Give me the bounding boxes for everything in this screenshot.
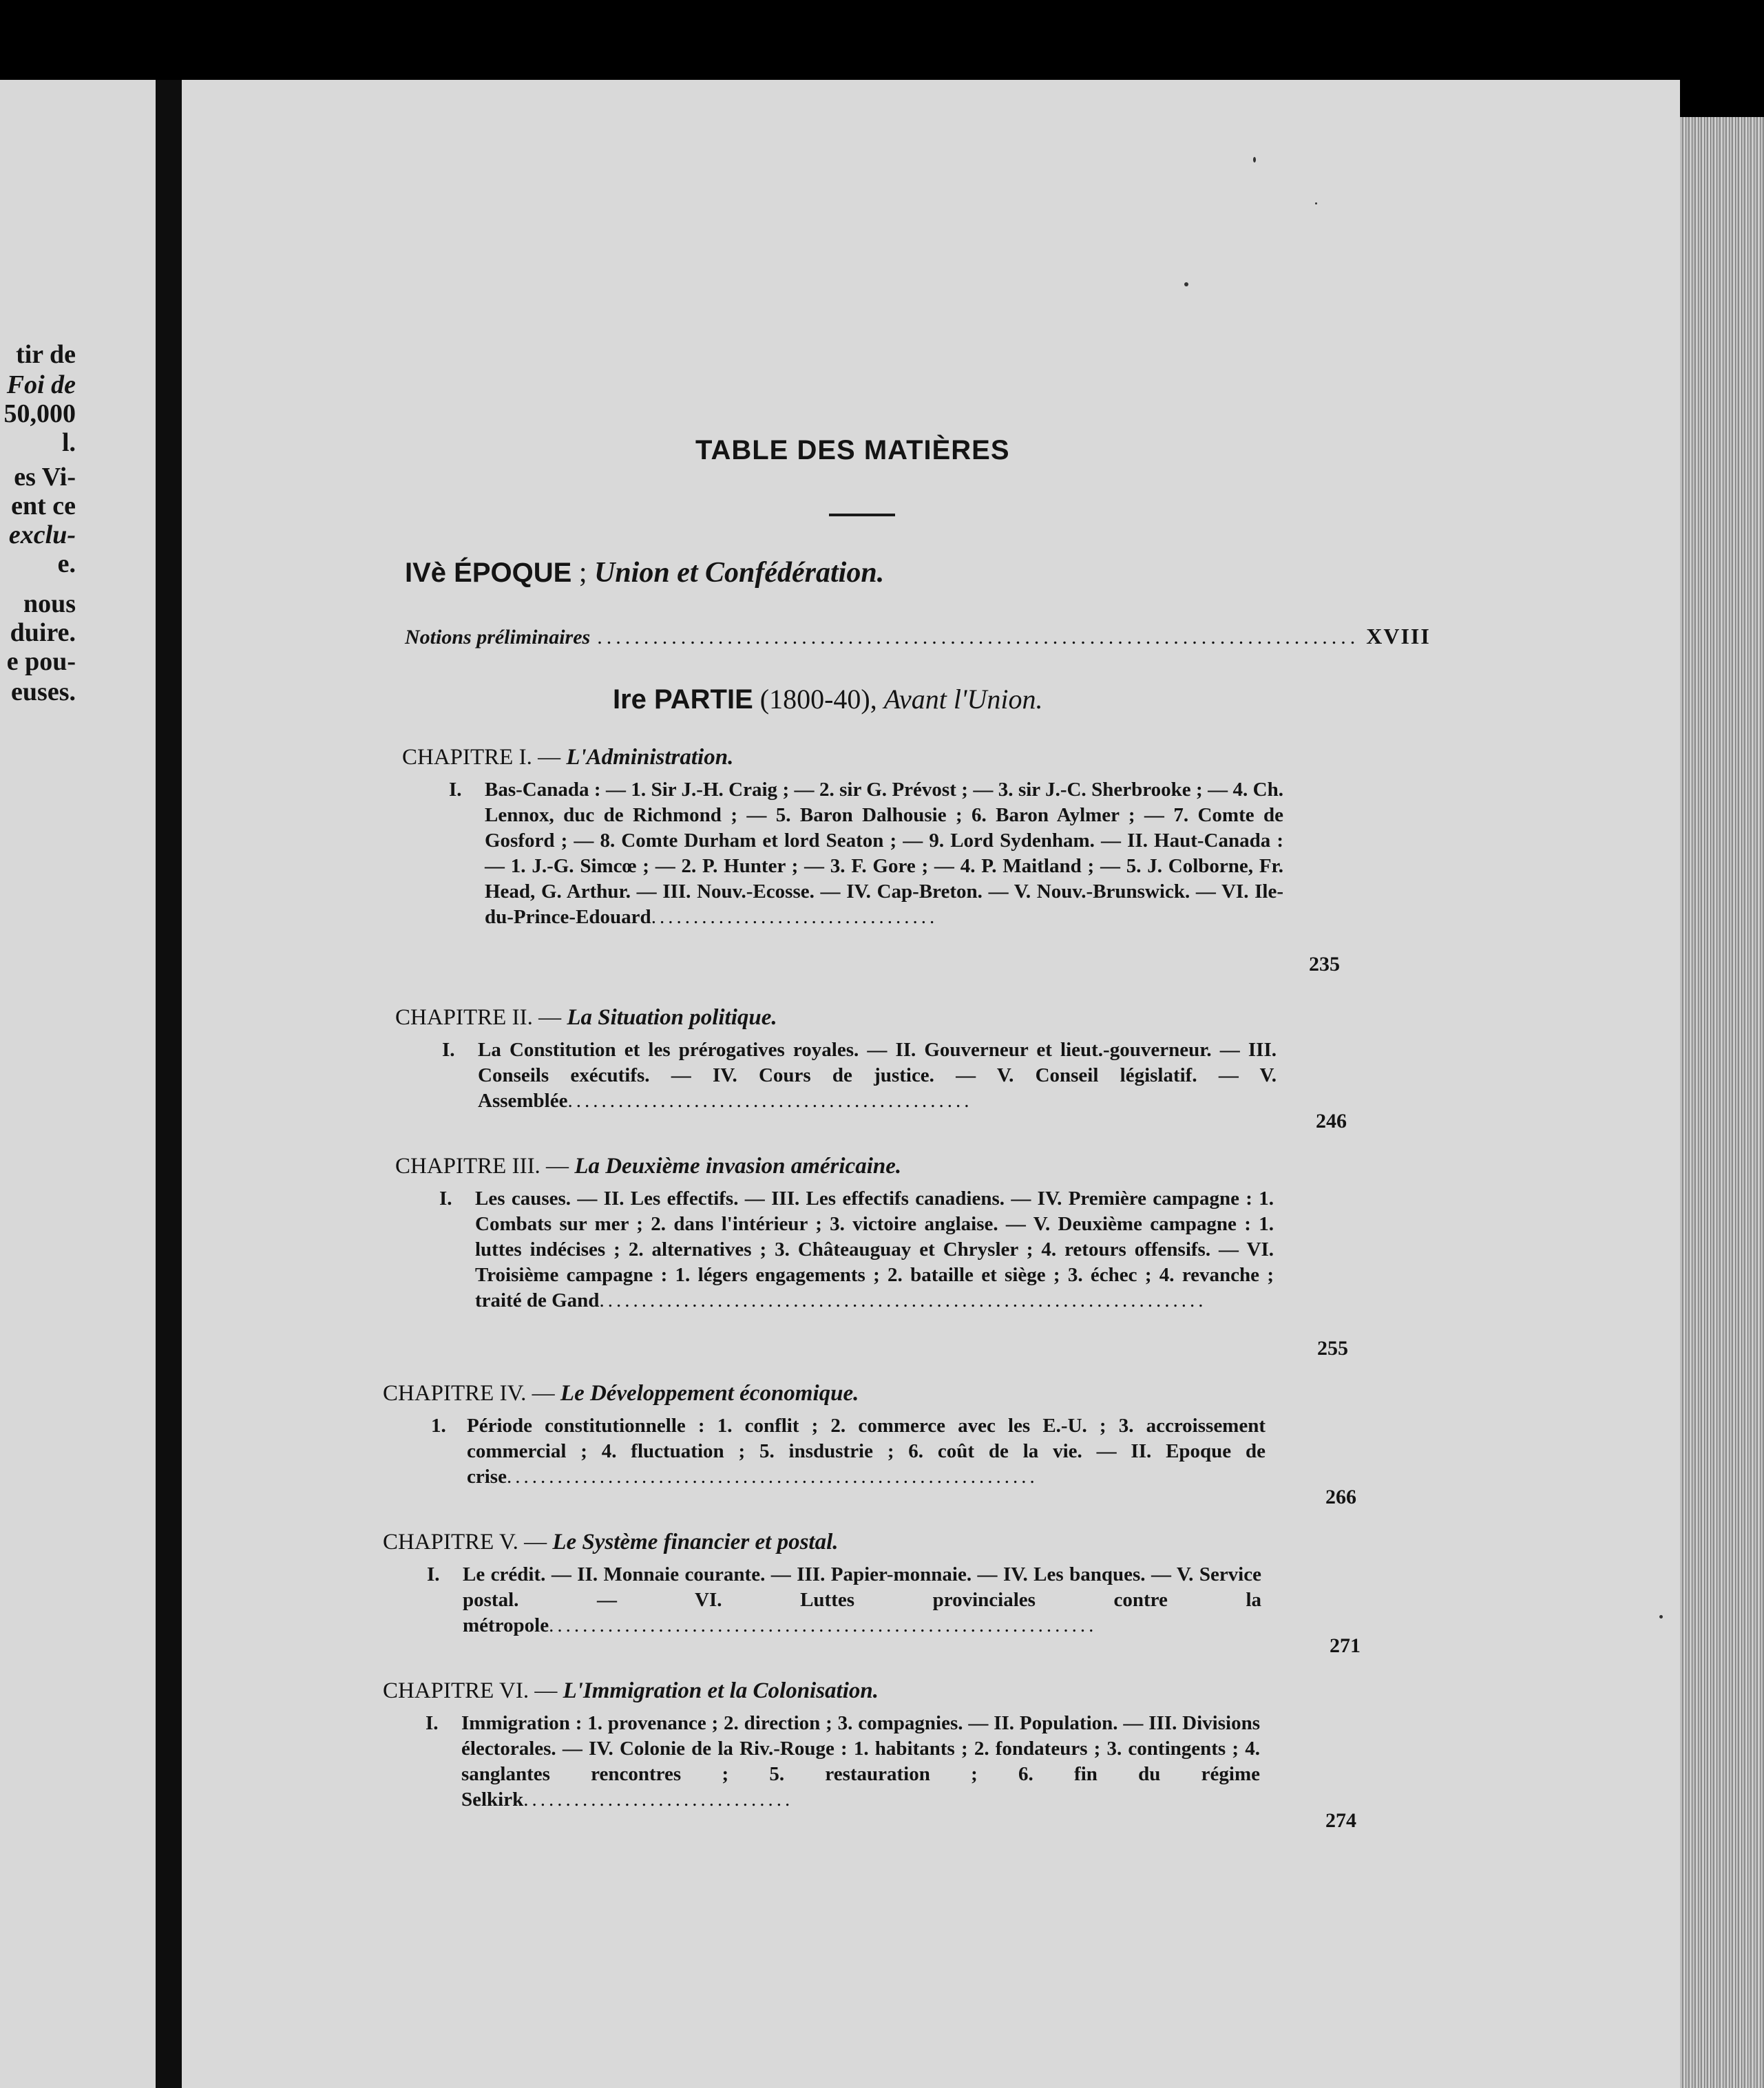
chapter-number: CHAPITRE II. —: [395, 1005, 567, 1030]
part-label: Ire PARTIE: [613, 684, 753, 715]
section-number: I.: [449, 779, 462, 801]
toc-chapter[interactable]: [383, 745, 1340, 976]
dot-leader: ...............................................................: [506, 1466, 1038, 1488]
chapter-page: 255: [1317, 1337, 1348, 1360]
chapter-number: CHAPITRE III. —: [395, 1154, 575, 1179]
dot-leader: ................................: [523, 1789, 794, 1811]
entry-label: Notions préliminaires: [405, 626, 591, 648]
scan-speck: [1184, 282, 1188, 286]
chapter-page: 235: [1309, 953, 1340, 976]
chapter-page: 266: [1325, 1486, 1356, 1508]
left-page-line: e.: [57, 549, 76, 578]
chapter-body: [383, 1186, 1348, 1360]
chapter-summary: [478, 1037, 1277, 1114]
page-title: TABLE DES MATIÈRES: [695, 435, 1010, 465]
summary-text: Bas-Canada : — 1. Sir J.-H. Craig ; — 2. sir G. Prévost ; — 3. sir J.-C. Sherbrooke ; — 4. Ch. Lennox, duc de Richmond ; — 5. Baron Dalhousie ; 6. Baron Aylmer ; — 7. Comte de Gosford ; — 8. Comte Durham et lord Seaton ; — 9. Lord Sydenham. — II. Haut-Canada : — 1. J.-G. Simcœ ; — 2. P. Hunter ; — 3. F. Gore ; — 4. P. Maitland ; — 5. J. Colborne, Fr. Head, G. Arthur. — III. Nouv.-Ecosse. — IV. Cap-Breton. — V. Nouv.-Brunswick. — VI. Ile-du-Prince-Edouard: [485, 779, 1283, 928]
chapter-heading: [383, 745, 1312, 770]
chapter-heading: [383, 1530, 1312, 1555]
chapter-body: [383, 1037, 1347, 1132]
chapter-title: L'Administration.: [566, 745, 734, 770]
book-gutter: [156, 80, 182, 2088]
left-page-line: tir de: [16, 340, 76, 369]
chapter-title: La Deuxième invasion américaine.: [574, 1154, 902, 1179]
chapter-heading: [383, 1154, 1312, 1179]
left-page-line: l.: [61, 428, 76, 457]
left-page-line: duire.: [10, 618, 76, 647]
chapter-body: [383, 777, 1340, 976]
chapter-page: 271: [1330, 1634, 1361, 1657]
left-page-line: 50,000: [3, 399, 76, 428]
chapter-title: Le Développement économique.: [560, 1381, 859, 1406]
scan-speck: [1659, 1615, 1663, 1618]
part-years: (1800-40),: [753, 684, 884, 715]
chapter-number: CHAPITRE IV. —: [383, 1381, 560, 1406]
chapter-summary: [475, 1186, 1274, 1314]
chapter-page: 274: [1325, 1809, 1356, 1832]
part-heading: [613, 683, 1042, 715]
chapter-title: La Situation politique.: [567, 1005, 777, 1030]
chapter-summary: [467, 1413, 1266, 1490]
chapter-body: [383, 1413, 1356, 1508]
toc-chapter[interactable]: [383, 1678, 1356, 1832]
chapter-title: L'Immigration et la Colonisation.: [563, 1678, 879, 1703]
summary-text: Le crédit. — II. Monnaie courante. — III. Papier-monnaie. — IV. Les banques. — V. Service postal. — VI. Luttes provinciales contre la métropole: [463, 1563, 1261, 1636]
title-rule: [829, 514, 895, 516]
summary-text: Les causes. — II. Les effectifs. — III. Les effectifs canadiens. — IV. Première campagne : 1. Combats sur mer ; 2. dans l'intérieur ; 3. victoire anglaise. — V. Deuxième campagne : 1. luttes indécises ; 2. alternatives ; 3. Châteauguay et Chrysler ; 4. retours offensifs. — VI. Troisième campagne : 1. légers engagements ; 2. bataille et siège ; 3. échec ; 4. revanche ; traité de Gand: [475, 1188, 1274, 1311]
part-subtitle: Avant l'Union.: [883, 684, 1043, 715]
chapter-title: Le Système financier et postal.: [552, 1530, 839, 1554]
toc-chapter[interactable]: [383, 1381, 1356, 1508]
left-page-line: euses.: [11, 677, 76, 706]
toc-chapter[interactable]: [383, 1005, 1347, 1132]
chapter-body: [383, 1711, 1356, 1832]
scan-speck: [1253, 157, 1256, 162]
summary-text: Immigration : 1. provenance ; 2. direction ; 3. compagnies. — II. Population. — III. Divisions électorales. — IV. Colonie de la Riv.-Rouge : 1. habitants ; 2. fondateurs ; 3. contingents ; 4. sanglantes rencontres ; 5. restauration ; 6. fin du régime Selkirk: [461, 1712, 1260, 1811]
chapter-heading: [383, 1005, 1312, 1031]
left-page-line: es Vi-: [14, 463, 76, 492]
left-page: [0, 80, 156, 2088]
epoch-heading: [405, 556, 884, 589]
dot-leader: ..................................................................................: [597, 626, 1360, 648]
page-edge: [1680, 117, 1764, 2088]
chapter-page: 246: [1316, 1110, 1347, 1132]
toc-chapter[interactable]: [383, 1154, 1348, 1360]
chapter-summary: [485, 777, 1283, 930]
dot-leader: .................................................................: [549, 1614, 1098, 1636]
dot-leader: ........................................................................: [599, 1289, 1207, 1311]
chapter-body: [383, 1562, 1361, 1657]
left-page-line: e pou-: [6, 647, 76, 676]
toc-chapter[interactable]: [383, 1530, 1361, 1657]
chapter-heading: [383, 1678, 1312, 1704]
section-number: I.: [442, 1039, 455, 1061]
epoch-separator: ;: [571, 557, 594, 589]
section-number: I.: [426, 1712, 439, 1734]
dot-leader: ................................................: [567, 1090, 973, 1112]
chapter-summary: [463, 1562, 1261, 1638]
chapter-heading: [383, 1381, 1312, 1406]
section-number: I.: [439, 1188, 452, 1210]
left-page-line: ent ce: [11, 492, 76, 520]
toc-entry-preliminary[interactable]: [405, 624, 1431, 649]
dot-leader: ..................................: [651, 906, 938, 928]
section-number: I.: [427, 1563, 440, 1585]
left-page-line: nous: [23, 589, 76, 618]
epoch-label: IVè ÉPOQUE: [405, 558, 572, 588]
chapter-number: CHAPITRE VI. —: [383, 1678, 563, 1703]
chapter-number: CHAPITRE I. —: [402, 745, 567, 770]
summary-text: La Constitution et les prérogatives royales. — II. Gouverneur et lieut.-gouverneur. — III. Conseils exécutifs. — IV. Cours de justice. — V. Conseil législatif. — V. Assemblée: [478, 1039, 1277, 1112]
left-page-line: Foi de: [6, 370, 76, 399]
summary-text: Période constitutionnelle : 1. conflit ; 2. commerce avec les E.-U. ; 3. accroissement commercial ; 4. fluctuation ; 5. insdustrie ; 6. coût de la vie. — II. Epoque de crise: [467, 1415, 1266, 1488]
section-number: 1.: [431, 1415, 446, 1437]
chapter-number: CHAPITRE V. —: [383, 1530, 553, 1554]
chapter-summary: [461, 1711, 1260, 1813]
scan-speck: [1315, 202, 1317, 204]
left-page-line: exclu-: [8, 520, 76, 549]
entry-page: XVIII: [1366, 624, 1431, 648]
epoch-subtitle: Union et Confédération.: [594, 557, 885, 589]
